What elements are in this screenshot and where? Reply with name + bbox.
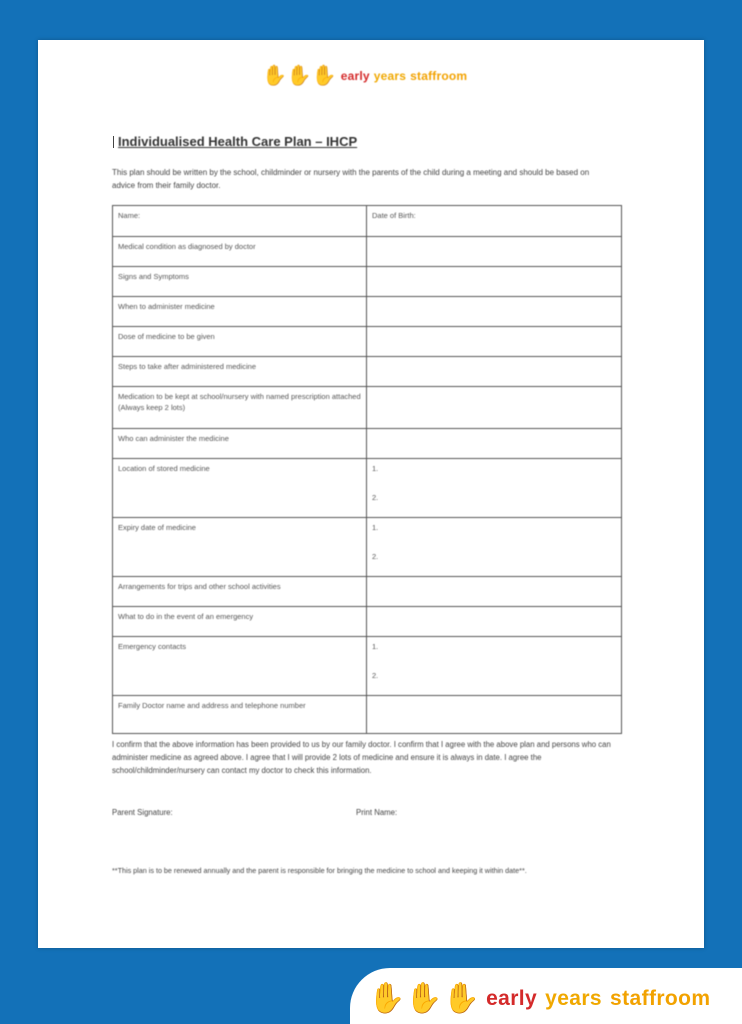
table-row-label: Who can administer the medicine (113, 429, 367, 459)
table-row-value: 1. 2. (367, 518, 622, 577)
footnote-text: **This plan is to be renewed annually and the parent is responsible for bringing the medicine to school and keeping it within date**. (112, 866, 527, 875)
table-row-value (367, 696, 622, 734)
table-row-value: 1. 2. (367, 637, 622, 696)
document-page (38, 40, 704, 948)
table-row-value (367, 577, 622, 607)
table-row-label: Medication to be kept at school/nursery with named prescription attached (Always keep 2 lots) (113, 387, 367, 429)
table-row-label: Steps to take after administered medicine (113, 357, 367, 387)
brand-text: early years staffroom (486, 987, 711, 1010)
document-title: Individualised Health Care Plan – IHCP (118, 134, 358, 149)
hands-icon: ✋ ✋ ✋ (262, 65, 337, 87)
table-row-value (367, 237, 622, 267)
table-row-label: Signs and Symptoms (113, 267, 367, 297)
confirmation-text: I confirm that the above information has been provided to us by our family doctor. I confirm that I agree with the above plan and persons who can administer medicine as agreed above. I agree that I will provide 2 lots of medicine and ensure it is always in date. I agree the school/childminder/nursery can contact my doctor to check this information. (112, 740, 611, 775)
table-row-label: What to do in the event of an emergency (113, 607, 367, 637)
table-row-value (367, 387, 622, 429)
table-row-label: Name: (113, 206, 367, 237)
print-name-label: Print Name: (356, 808, 398, 817)
table-row-label: When to administer medicine (113, 297, 367, 327)
table-row-value: 1. 2. (367, 459, 622, 518)
top-logo (262, 66, 467, 86)
table-row-label: Emergency contacts (113, 637, 367, 696)
table-row-label: Arrangements for trips and other school activities (113, 577, 367, 607)
table-row-label: Expiry date of medicine (113, 518, 367, 577)
table-row-value (367, 297, 622, 327)
table-row-value (367, 607, 622, 637)
hands-icon: ✋ ✋ ✋ (368, 982, 481, 1015)
table-row-label: Family Doctor name and address and telephone number (113, 696, 367, 734)
parent-signature-label: Parent Signature: (112, 808, 173, 817)
table-row-value (367, 267, 622, 297)
table-row-label: Location of stored medicine (113, 459, 367, 518)
table-row-label: Dose of medicine to be given (113, 327, 367, 357)
top-logo-text: early years staffroom (340, 69, 468, 83)
table-row-value: Date of Birth: (367, 206, 622, 237)
health-plan-table (112, 205, 622, 734)
table-row-value (367, 357, 622, 387)
intro-text: This plan should be written by the school, childminder or nursery with the parents of the child during a meeting and should be based on advice from their family doctor. (112, 168, 590, 190)
table-row-value (367, 327, 622, 357)
table-row-value (367, 429, 622, 459)
cursor-mark (113, 136, 114, 148)
table-row-label: Medical condition as diagnosed by doctor (113, 237, 367, 267)
brand-logo[interactable] (368, 984, 710, 1014)
